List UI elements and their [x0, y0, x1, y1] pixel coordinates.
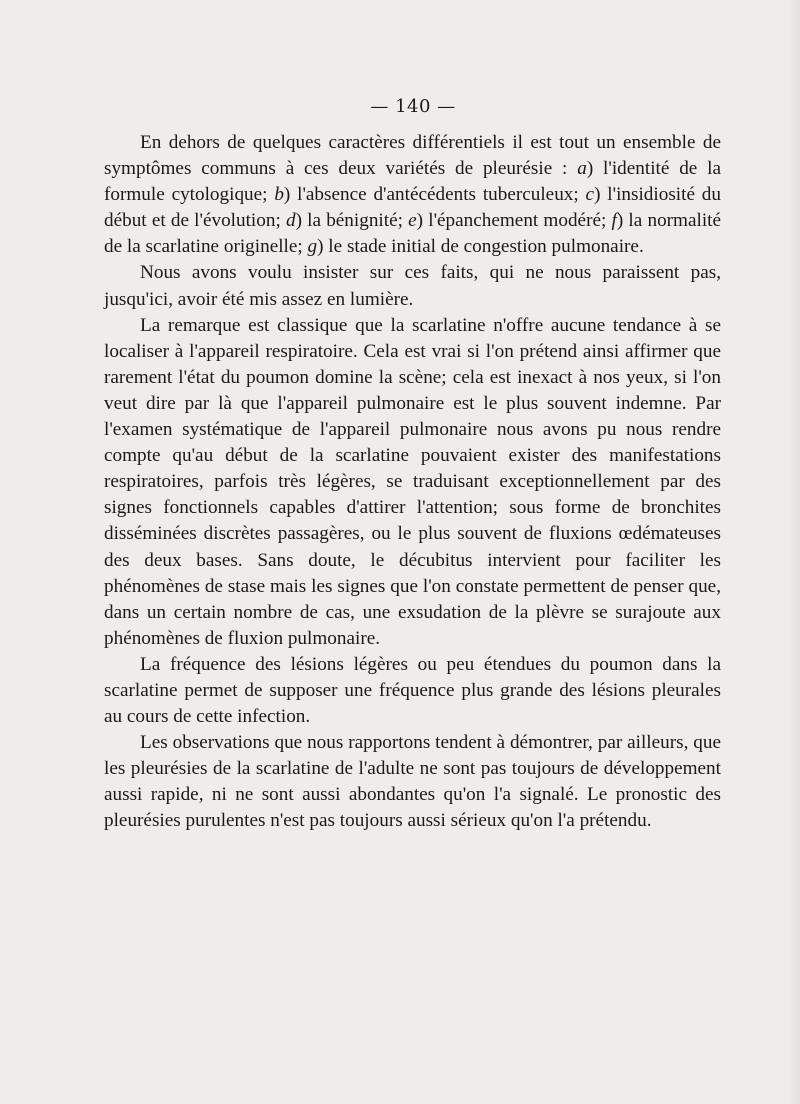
- text-run: ) la normalité de la scarlatine originelle;: [104, 210, 721, 258]
- enumeration-letter: g: [307, 236, 318, 258]
- text-run: Nous avons voulu insister sur ces faits, qui ne nous paraissent pas, jusqu'ici, avoir été mis assez en lumière.: [104, 262, 721, 310]
- body-text: [104, 130, 721, 835]
- paragraph-5: [104, 730, 721, 834]
- text-run: En dehors de quelques caractères différentiels il est tout un ensemble de symptômes communs à ces deux variétés de pleurésie :: [104, 132, 721, 180]
- enumeration-letter: a: [577, 158, 587, 180]
- text-run: ) l'absence d'antécédents tuberculeux;: [283, 184, 586, 206]
- enumeration-letter: c: [585, 184, 595, 206]
- paragraph-1: [104, 130, 721, 260]
- paragraph-3: [104, 313, 721, 652]
- enumeration-letter: f: [611, 210, 617, 232]
- enumeration-letter: d: [285, 210, 296, 232]
- text-run: ) la bénignité;: [295, 210, 409, 232]
- text-run: ) l'identité de la formule cytologique;: [104, 158, 721, 206]
- text-run: La fréquence des lésions légères ou peu étendues du poumon dans la scarlatine permet de supposer une fréquence plus grande des lésions pleurales au cours de cette infection.: [104, 653, 721, 728]
- text-run: La remarque est classique que la scarlatine n'offre aucune tendance à se localiser à l'appareil respiratoire. Cela est vrai si l'on prétend ainsi affirmer que rarement l'état du poumon domine la scène; cela est inexact à nos yeux, si l'on veut dire par là que l'appareil pulmonaire est le plus souvent indemne. Par l'examen systématique de l'appareil pulmonaire nous avons pu nous rendre compte qu'au début de la scarlatine pouvaient exister des manifestations respiratoires, parfois très légères, se traduisant exceptionnellement par des signes fonctionnels capables d'attirer l'attention; sous forme de bronchites disséminées discrètes passagères, ou le plus souvent de fluxions œdémateuses des deux bases. Sans doute, le décubitus intervient pour faciliter les phénomènes de stase mais les signes que l'on constate permettent de penser que, dans un certain nombre de cas, une exsudation de la plèvre se surajoute aux phénomènes de fluxion pulmonaire.: [104, 314, 721, 649]
- paragraph-2: [104, 260, 721, 312]
- page-number: — 140 —: [370, 96, 456, 117]
- text-run: ) l'épanchement modéré;: [416, 210, 612, 232]
- page-edge-shadow: [786, 0, 800, 1104]
- enumeration-letter: b: [274, 184, 284, 206]
- text-run: ) l'insidiosité du début et de l'évolution;: [104, 184, 721, 232]
- text-run: ) le stade initial de congestion pulmonaire.: [317, 236, 644, 258]
- text-run: Les observations que nous rapportons tendent à démontrer, par ailleurs, que les pleurésies de la scarlatine de l'adulte ne sont pas toujours de développement aussi rapide, ni ne sont aussi abondantes qu'on l'a signalé. Le pronostic des pleurésies purulentes n'est pas toujours aussi sérieux qu'on l'a prétendu.: [104, 732, 721, 832]
- enumeration-letter: e: [408, 210, 417, 232]
- paragraph-4: [104, 652, 721, 730]
